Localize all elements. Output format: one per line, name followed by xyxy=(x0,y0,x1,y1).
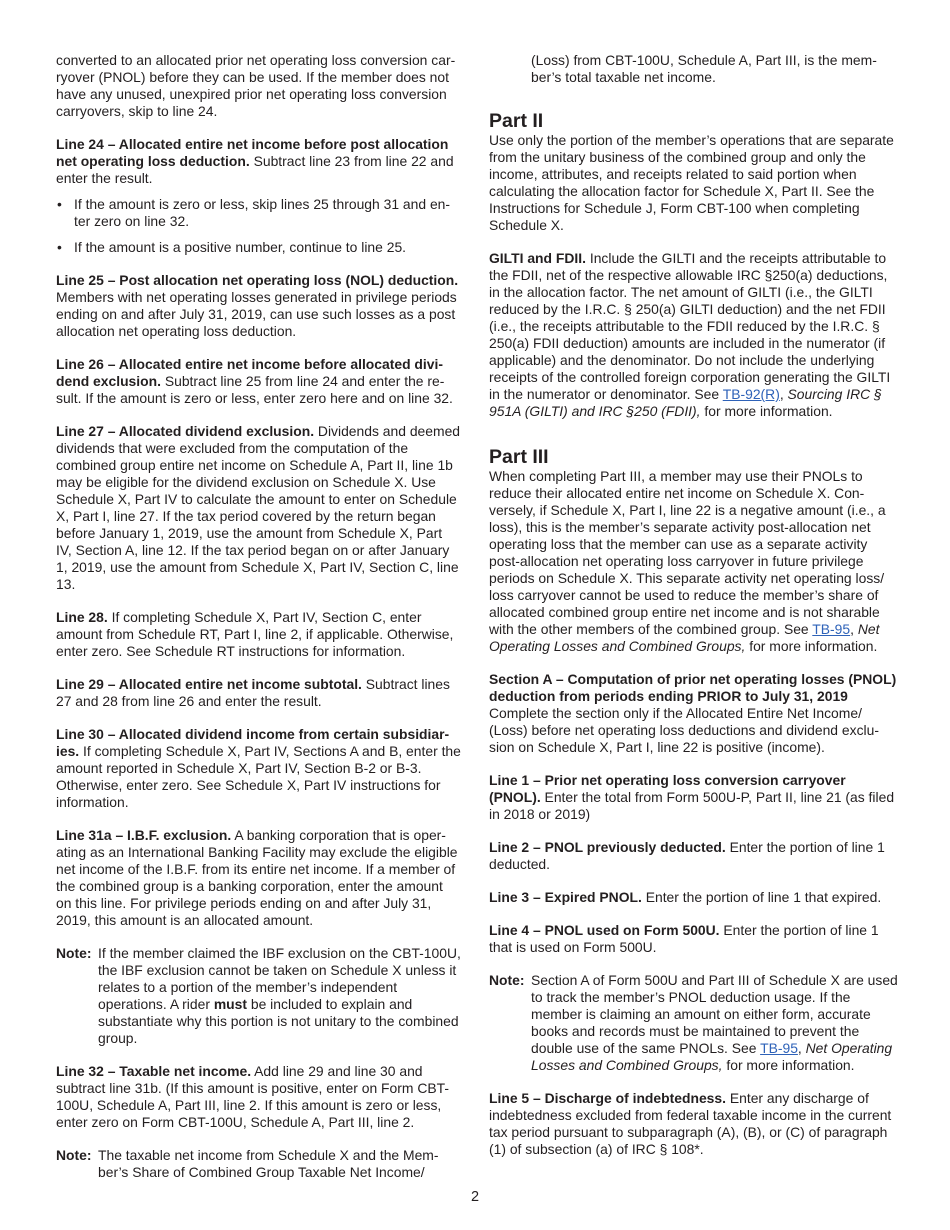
line-1-heading: Line 1 – Prior net operating loss conversion carryover (PNOL). xyxy=(489,772,846,805)
line-32-paragraph: Line 32 – Taxable net income. Add line 29 and line 30 and subtract line 31b. (If this amount is positive, enter on Form CBT-100U, Schedule A, Part III, line 2. If this amount is zero or less, enter zero on Form CBT-100U, Schedule A, Part III, line 2. xyxy=(56,1063,449,1130)
line-27-heading: Line 27 – Allocated dividend exclusion. xyxy=(56,423,315,439)
line-32-heading: Line 32 – Taxable net income. xyxy=(56,1063,252,1079)
line-3-paragraph: Line 3 – Expired PNOL. Enter the portion of line 1 that expired. xyxy=(489,889,882,905)
line-30-paragraph: Line 30 – Allocated dividend income from certain subsidiaries. If completing Schedule X, Part IV, Sections A and B, enter the amount reported in Schedule X, Part IV, Section B-2 or B-3. Otherwise, enter zero. See Schedule X, Part IV instructions for information. xyxy=(56,726,461,810)
note-label: Note: xyxy=(56,945,92,961)
line-28-heading: Line 28. xyxy=(56,609,108,625)
note-label: Note: xyxy=(489,972,525,988)
note-label: Note: xyxy=(56,1147,92,1163)
gilti-fdii-paragraph: GILTI and FDII. Include the GILTI and the receipts attributable to the FDII, net of the respective allowable IRC §250(a) deductions, in the allocation factor. The net amount of GILTI (i.e., the GILTI reduced by the I.R.C. § 250(a) GILTI deduction) and the net FDII (i.e., the receipts attributable to the FDII reduced by the I.R.C. § 250(a) FDII deduction) amounts are included in the numerator (if applicable) and the denominator. Do not include the underlying receipts of the controlled foreign corporation generating the GILTI in the numerator or denominator. See TB-92(R), Sourcing IRC § 951A (GILTI) and IRC §250 (FDII), for more information. xyxy=(489,250,891,419)
line-1-paragraph: Line 1 – Prior net operating loss conversion carryover (PNOL). Enter the total from Form 500U-P, Part II, line 21 (as filed in 2018 or 2019) xyxy=(489,772,895,822)
page-number: 2 xyxy=(470,1189,480,1205)
tb-95-link[interactable]: TB-95 xyxy=(760,1040,798,1056)
line-25-paragraph: Line 25 – Post allocation net operating loss (NOL) deduction. Members with net operating losses generated in privilege periods ending on and after July 31, 2019, can use such losses as a post allocation net operating loss deduction. xyxy=(56,272,459,339)
line-2-paragraph: Line 2 – PNOL previously deducted. Enter the portion of line 1 deducted. xyxy=(489,839,885,872)
pnol-note xyxy=(489,972,899,1074)
line-31a-heading: Line 31a – I.B.F. exclusion. xyxy=(56,827,232,843)
list-item: • If the amount is a positive number, continue to line 25. xyxy=(56,239,461,256)
gilti-fdii-heading: GILTI and FDII. xyxy=(489,250,586,266)
line-31a-paragraph: Line 31a – I.B.F. exclusion. A banking corporation that is operating as an International Banking Facility may exclude the eligible net income of the I.B.F. from its entire net income. If a member of the combined group is a banking corporation, enter the amount on this line. For privilege periods ending on and after July 31, 2019, this amount is an allocated amount. xyxy=(56,827,458,928)
line-29-heading: Line 29 – Allocated entire net income subtotal. xyxy=(56,676,362,692)
part-iii-paragraph: When completing Part III, a member may use their PNOLs to reduce their allocated entire net income on Schedule X. Conversely, if Schedule X, Part I, line 22 is a negative amount (i.e., a loss), this is the member’s separate activity post-allocation net operating loss that the member can use as a separate activity post-allocation net operating loss carryover in future privilege periods on Schedule X. This separate activity net operating loss/ loss carryover cannot be used to reduce the member’s share of allocated combined group entire net income and is not sharable with the other members of the combined group. See TB-95, Net Operating Losses and Combined Groups, for more information. xyxy=(489,468,886,654)
note-body: The taxable net income from Schedule X and the Member’s Share of Combined Group Taxable Net Income/ xyxy=(98,1147,439,1180)
line-24-paragraph: Line 24 – Allocated entire net income before post allocation net operating loss deduction. Subtract line 23 from line 22 and enter the result. xyxy=(56,136,454,186)
line-3-heading: Line 3 – Expired PNOL. xyxy=(489,889,642,905)
line-24-bullets xyxy=(56,196,461,256)
note-body: Section A of Form 500U and Part III of Schedule X are used to track the member’s PNOL deduction usage. If the member is claiming an amount on either form, accurate books and records must be maintained to prevent the double use of the same PNOLs. See TB-95, Net Operating Losses and Combined Groups, for more information. xyxy=(531,972,898,1073)
section-a-heading: Section A – Computation of prior net operating losses (PNOL) deduction from periods ending PRIOR to July 31, 2019 xyxy=(489,671,897,704)
line-26-heading: Line 26 – Allocated entire net income before allocated dividend exclusion. xyxy=(56,356,443,389)
line-29-paragraph: Line 29 – Allocated entire net income subtotal. Subtract lines 27 and 28 from line 26 and enter the result. xyxy=(56,676,450,709)
line-5-heading: Line 5 – Discharge of indebtedness. xyxy=(489,1090,726,1106)
line-26-paragraph: Line 26 – Allocated entire net income before allocated dividend exclusion. Subtract line 25 from line 24 and enter the result. If the amount is zero or less, enter zero here and on line 32. xyxy=(56,356,453,406)
tb-95-link[interactable]: TB-95 xyxy=(812,621,851,637)
part-ii-title: Part II xyxy=(489,110,544,132)
note-body: If the member claimed the IBF exclusion on the CBT-100U, the IBF exclusion cannot be taken on Schedule X unless it relates to a portion of the member’s independent operations. A rider must be included to explain and substantiate why this portion is not unitary to the combined group. xyxy=(98,945,461,1046)
line-27-paragraph: Line 27 – Allocated dividend exclusion. Dividends and deemed dividends that were excluded from the computation of the combined group entire net income on Schedule A, Part II, line 1b may be eligible for the dividend exclusion on Schedule X. Use Schedule X, Part IV to calculate the amount to enter on Schedule X, Part I, line 27. If the tax period covered by the return began before January 1, 2019, use the amount from Schedule X, Part IV, Section A, line 12. If the tax period began on or after January 1, 2019, use the amount from Schedule X, Part IV, Section C, line 13. xyxy=(56,423,461,592)
tb-92r-link[interactable]: TB-92(R) xyxy=(722,386,780,402)
line-24-heading: Line 24 – Allocated entire net income before post allocation net operating loss deduction. xyxy=(56,136,449,169)
line-2-heading: Line 2 – PNOL previously deducted. xyxy=(489,839,726,855)
list-item: • If the amount is zero or less, skip lines 25 through 31 and enter zero on line 32. xyxy=(56,196,461,230)
taxable-income-note xyxy=(56,1147,461,1181)
line-4-heading: Line 4 – PNOL used on Form 500U. xyxy=(489,922,720,938)
line-25-heading: Line 25 – Post allocation net operating loss (NOL) deduction. xyxy=(56,272,459,288)
right-column xyxy=(489,52,899,1158)
line-5-paragraph: Line 5 – Discharge of indebtedness. Enter any discharge of indebtedness excluded from federal taxable income in the current tax period pursuant to subparagraph (A), (B), or (C) of paragraph (1) of subsection (a) of IRC § 108*. xyxy=(489,1090,892,1157)
intro-paragraph: converted to an allocated prior net operating loss conversion carryover (PNOL) before they can be used. If the member does not have any unused, unexpired prior net operating loss conversion carryovers, skip to line 24. xyxy=(56,52,456,119)
line-4-paragraph: Line 4 – PNOL used on Form 500U. Enter the portion of line 1 that is used on Form 500U. xyxy=(489,922,879,955)
note-continuation: (Loss) from CBT-100U, Schedule A, Part III, is the member’s total taxable net income. xyxy=(531,52,877,85)
section-a-paragraph: Complete the section only if the Allocated Entire Net Income/ (Loss) before net operating loss deductions and dividend exclusion on Schedule X, Part I, line 22 is positive (income). xyxy=(489,705,879,755)
part-iii-title: Part III xyxy=(489,446,549,468)
line-30-heading: Line 30 – Allocated dividend income from certain subsidiaries. xyxy=(56,726,450,759)
left-column xyxy=(56,52,461,1181)
ibf-note xyxy=(56,945,461,1047)
line-28-paragraph: Line 28. If completing Schedule X, Part IV, Section C, enter amount from Schedule RT, Part I, line 2, if applicable. Otherwise, enter zero. See Schedule RT instructions for information. xyxy=(56,609,454,659)
part-ii-paragraph: Use only the portion of the member’s operations that are separate from the unitary business of the combined group and only the income, attributes, and receipts related to said portion when calculating the allocation factor for Schedule X, Part II. See the Instructions for Schedule J, Form CBT-100 when completing Schedule X. xyxy=(489,132,894,233)
